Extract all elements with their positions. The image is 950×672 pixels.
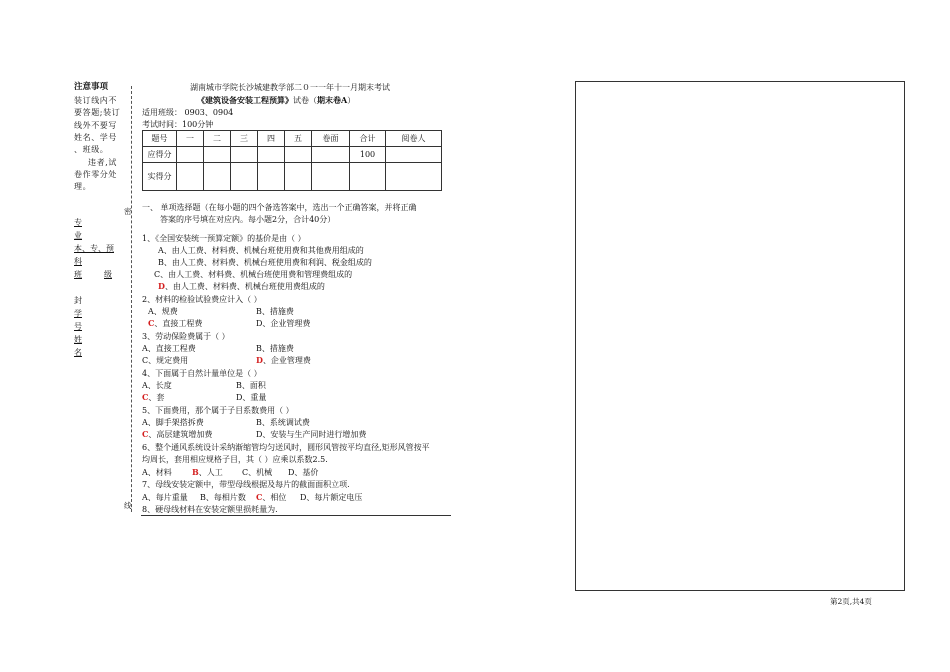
bottom-rule: [141, 515, 451, 516]
question-4: 4、下面属于自然计量单位是（ ）: [142, 369, 262, 378]
question-1: 1、《全国安装统一预算定额》的基价是由（ ）: [142, 234, 306, 243]
notice-line: 姓名、学号: [74, 133, 117, 142]
page-number: 第2页,共4页: [830, 597, 872, 606]
table-cell: 五: [285, 131, 312, 147]
table-row: [143, 131, 442, 147]
blank-answer-frame: [575, 81, 905, 591]
score-table: [142, 130, 442, 191]
table-cell: [386, 163, 442, 191]
table-cell: 四: [258, 131, 285, 147]
option-text: 、由人工费、材料费、机械台班使用费组成的: [164, 282, 325, 291]
answer-letter: C: [148, 318, 155, 328]
student-label-char: 号: [74, 322, 82, 331]
answer-letter: D: [256, 355, 263, 365]
option: C、由人工费、材料费、机械台班使用费和管理费组成的: [154, 270, 353, 279]
applicable-classes: 适用班级： 0903、0904: [142, 108, 234, 117]
question-8: 8、硬母线材料在安装定额里损耗量为.: [142, 505, 278, 514]
table-cell: [285, 163, 312, 191]
major-label-char: 专: [74, 218, 82, 227]
class-label-char: 级: [104, 270, 112, 279]
table-cell: [312, 163, 350, 191]
table-cell: [258, 147, 285, 163]
question-5: 5、下面费用，那个属于子目系数费用（ ）: [142, 406, 294, 415]
table-cell: 三: [231, 131, 258, 147]
seal-label: 封: [74, 296, 82, 305]
table-cell: 100: [350, 147, 386, 163]
option: A、长度: [142, 381, 172, 390]
option-answer: [142, 393, 164, 403]
question-6-cont: 均周长，套用相应规格子目，其（ ）应乘以系数2.5.: [142, 455, 328, 464]
option: C、规定费用: [142, 356, 189, 365]
notice-line: 违者,试: [88, 158, 117, 167]
section-heading: 一、 单项选择题（在每小题的四个备选答案中，选出一个正确答案，并将正确: [142, 203, 417, 212]
table-cell: 阅卷人: [386, 131, 442, 147]
table-cell: [231, 163, 258, 191]
table-cell: 合计: [350, 131, 386, 147]
option-text: 、套: [148, 393, 165, 402]
table-cell: [204, 147, 231, 163]
answer-letter: D: [158, 281, 165, 291]
notice-line: 卷作零分处: [74, 170, 117, 179]
table-row: [143, 163, 442, 191]
binding-line: [131, 86, 132, 512]
xian-mark: 线: [124, 501, 132, 510]
table-cell: 题号: [143, 131, 177, 147]
table-cell: [177, 163, 204, 191]
option-answer: [148, 319, 202, 329]
paper-type-suffix: ）: [347, 96, 356, 105]
notice-line: 、班级。: [74, 145, 109, 154]
notice-line: 要答题;装订: [74, 108, 121, 117]
table-cell: 实得分: [143, 163, 177, 191]
answer-letter: C: [142, 392, 149, 402]
notice-line: 理。: [74, 182, 92, 191]
option: A、规费: [148, 307, 178, 316]
exam-time: 考试时间：100分钟: [142, 120, 214, 129]
option-answer: [192, 468, 223, 478]
paper-type: 期末卷A: [317, 95, 348, 105]
option-text: 、直接工程费: [154, 319, 203, 328]
student-label-char: 名: [74, 348, 82, 357]
option-text: 、相位: [262, 493, 287, 502]
option: A、材料: [142, 468, 172, 477]
table-row: [143, 147, 442, 163]
table-cell: [350, 163, 386, 191]
course-title: 《建筑设备安装工程预算》: [197, 95, 293, 105]
table-cell: [177, 147, 204, 163]
option: D、每片额定电压: [300, 493, 363, 502]
notice-line: 装订线内不: [74, 96, 117, 105]
notice-title: 注意事项: [74, 82, 109, 92]
table-cell: [285, 147, 312, 163]
option: D、安装与生产同时进行增加费: [256, 430, 367, 439]
table-cell: 卷面: [312, 131, 350, 147]
option: A、脚手架搭拆费: [142, 418, 204, 427]
option-answer: [142, 430, 212, 440]
table-cell: [312, 147, 350, 163]
option: D、基价: [288, 468, 319, 477]
table-cell: 应得分: [143, 147, 177, 163]
question-6: 6、整个通风系统设计采纳渐缩管均匀送风时，圆形风管按平均直径,矩形风管按平: [142, 443, 430, 452]
option-answer: [158, 282, 325, 292]
option-answer: [256, 493, 286, 503]
student-label-char: 学: [74, 309, 82, 318]
option: B、每相片数: [200, 493, 246, 502]
answer-letter: B: [192, 467, 199, 477]
mi-mark: 密: [124, 207, 132, 216]
question-2: 2、材料的检验试验费应计入（ ）: [142, 295, 262, 304]
major-label-char: 本、专、预: [74, 244, 114, 253]
option: C、机械: [242, 468, 273, 477]
major-label-char: 业: [74, 231, 82, 240]
answer-letter: C: [142, 429, 149, 439]
option-text: 、高层建筑增加费: [148, 430, 213, 439]
option: A、每片重量: [142, 493, 188, 502]
table-cell: [386, 147, 442, 163]
table-cell: [258, 163, 285, 191]
class-label-char: 班: [74, 270, 82, 279]
table-cell: 二: [204, 131, 231, 147]
answer-letter: C: [256, 492, 263, 502]
table-cell: [231, 147, 258, 163]
option: D、企业管理费: [256, 319, 311, 328]
section-heading-cont: 答案的序号填在对应内。每小题2分，合计40分）: [160, 215, 336, 224]
option-text: 、企业管理费: [262, 356, 311, 365]
notice-line: 线外不要写: [74, 121, 117, 130]
option-answer: [256, 356, 311, 366]
student-label-char: 姓: [74, 335, 82, 344]
option: B、由人工费、材料费、机械台班使用费和利润、税金组成的: [158, 258, 372, 267]
option: A、由人工费、材料费、机械台班使用费和其他费用组成的: [158, 246, 364, 255]
major-label-char: 科: [74, 257, 82, 266]
question-7: 7、母线安装定额中，带型母线根据及每片的截面面积立项.: [142, 480, 350, 489]
question-3: 3、劳动保险费属于（ ）: [142, 332, 230, 341]
option: B、系统调试费: [256, 418, 310, 427]
table-cell: 一: [177, 131, 204, 147]
option-text: 、人工: [198, 468, 223, 477]
option: B、措施费: [256, 344, 294, 353]
exam-title: [197, 96, 355, 106]
option: B、面积: [236, 381, 266, 390]
paper-type-prefix: 试卷（: [293, 96, 317, 105]
option: D、重量: [236, 393, 267, 402]
table-cell: [204, 163, 231, 191]
exam-institution: 湖南城市学院长沙城建教学部二０一一年十一月期末考试: [190, 83, 390, 92]
option: B、措施费: [256, 307, 294, 316]
option: A、直接工程费: [142, 344, 196, 353]
